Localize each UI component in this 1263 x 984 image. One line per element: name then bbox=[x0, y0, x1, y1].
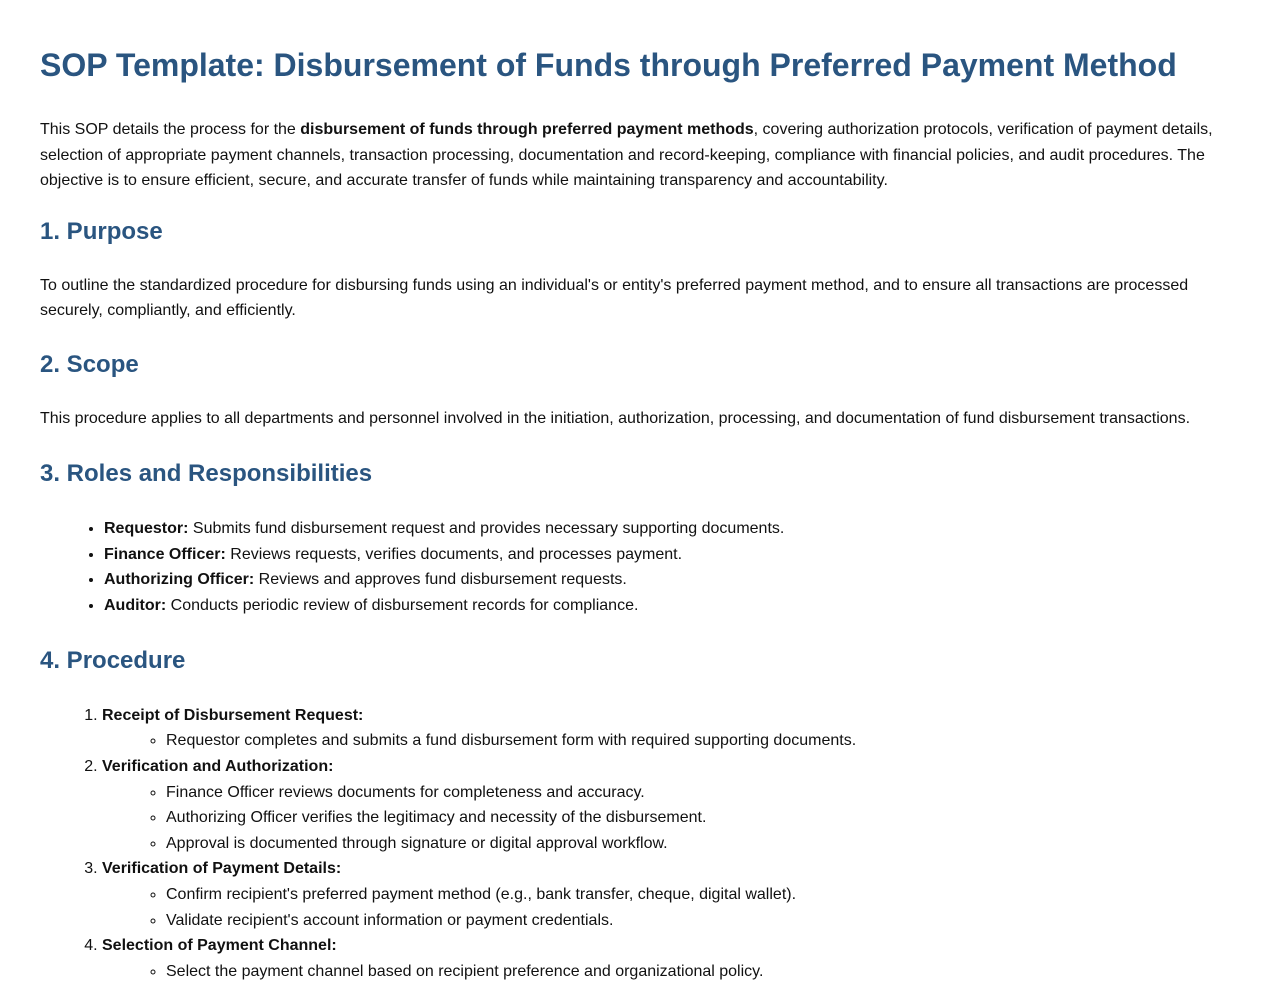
role-name: Auditor: bbox=[104, 597, 167, 615]
step-title: Verification of Payment Details: bbox=[102, 860, 342, 878]
substep-item: ◦ Requestor completes and submits a fund disbursement form with required supporting documents. bbox=[166, 728, 1223, 754]
substep-item: ◦ Select the payment channel based on recipient preference and organizational policy. bbox=[166, 959, 1223, 984]
purpose-text: To outline the standardized procedure for disbursing funds using an individual's or entity's preferred payment method, and to ensure all transactions are processed securely, compliantly, and efficiently. bbox=[40, 276, 1189, 319]
role-item bbox=[104, 516, 1223, 542]
substep-item: ◦ Finance Officer reviews documents for completeness and accuracy. bbox=[166, 780, 1223, 806]
intro-text-bold: disbursement of funds through preferred payment methods bbox=[300, 121, 754, 138]
role-item bbox=[104, 567, 1223, 593]
step-substeps bbox=[102, 780, 1223, 857]
step-substeps bbox=[102, 882, 1223, 933]
step-title: Receipt of Disbursement Request: bbox=[102, 706, 364, 724]
intro-paragraph bbox=[40, 117, 1223, 194]
intro-text-post: , covering authorization protocols, verification of payment details, selection of appropriate payment channels, transaction processing, documentation and record-keeping, compliance with financial policies, and audit procedures. The objective is to ensure efficient, secure, and accurate transfer of funds while maintaining transparency and accountability. bbox=[40, 121, 1213, 189]
role-name: Authorizing Officer: bbox=[104, 571, 255, 589]
roles-heading: 3. Roles and Responsibilities bbox=[40, 460, 373, 487]
procedure-step bbox=[102, 754, 1223, 856]
role-name: Requestor: bbox=[104, 520, 189, 537]
procedure-step bbox=[102, 933, 1223, 984]
step-substeps bbox=[102, 959, 1223, 984]
procedure-steps bbox=[40, 703, 1223, 984]
substep-item: ◦ Approval is documented through signature or digital approval workflow. bbox=[166, 831, 1223, 857]
roles-list bbox=[40, 516, 1223, 619]
procedure-step bbox=[102, 856, 1223, 933]
role-name: Finance Officer: bbox=[104, 545, 226, 563]
purpose-heading: 1. Purpose bbox=[40, 217, 163, 245]
scope-text: This procedure applies to all departments and personnel involved in the initiation, authorization, processing, and documentation of fund disbursement transactions. bbox=[40, 409, 1191, 427]
procedure-step bbox=[102, 703, 1223, 754]
scope-heading: 2. Scope bbox=[40, 350, 139, 378]
substep-item: ◦ Validate recipient's account information or payment credentials. bbox=[166, 908, 1223, 934]
substep-item: ◦ Authorizing Officer verifies the legitimacy and necessity of the disbursement. bbox=[166, 805, 1223, 831]
procedure-heading: 4. Procedure bbox=[40, 646, 186, 674]
role-description: Reviews requests, verifies documents, and processes payment. bbox=[225, 545, 683, 563]
step-title: Selection of Payment Channel: bbox=[102, 937, 337, 955]
role-item bbox=[104, 542, 1223, 568]
role-description: Conducts periodic review of disbursement records for compliance. bbox=[166, 597, 639, 615]
substep-item: ◦ Confirm recipient's preferred payment method (e.g., bank transfer, cheque, digital wallet). bbox=[166, 882, 1223, 908]
step-title: Verification and Authorization: bbox=[102, 758, 334, 775]
page-title: SOP Template: Disbursement of Funds through Preferred Payment Method bbox=[40, 47, 1177, 83]
step-substeps bbox=[102, 728, 1223, 754]
role-item bbox=[104, 593, 1223, 619]
role-description: Submits fund disbursement request and provides necessary supporting documents. bbox=[188, 520, 785, 537]
role-description: Reviews and approves fund disbursement requests. bbox=[254, 571, 627, 589]
intro-text-pre: This SOP details the process for the bbox=[40, 121, 301, 138]
